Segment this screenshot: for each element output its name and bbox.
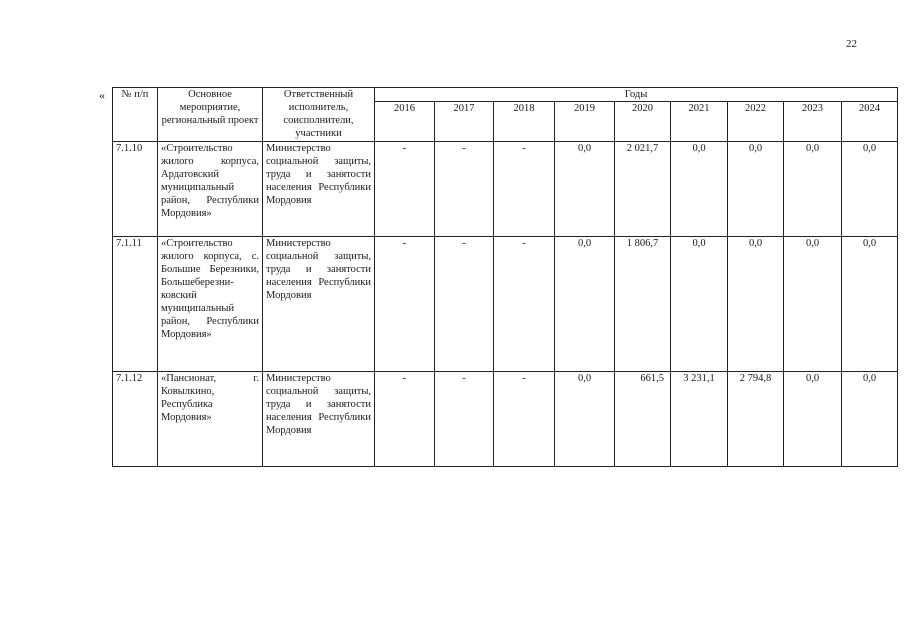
row-event: «Пансионат, г. Ковылкино, Республика Мордовия» <box>158 372 263 467</box>
header-year: 2018 <box>494 102 555 142</box>
row-value: - <box>435 142 494 237</box>
row-value: 0,0 <box>784 237 842 372</box>
table-row <box>113 142 898 237</box>
row-value: 0,0 <box>555 372 615 467</box>
row-value: 661,5 <box>615 372 671 467</box>
row-value: - <box>375 237 435 372</box>
row-event: «Строительство жилого корпуса, Ардатовский муниципальный район, Республики Мордовия» <box>158 142 263 237</box>
header-year: 2021 <box>671 102 728 142</box>
row-value: 0,0 <box>784 372 842 467</box>
row-executor: Министерство социальной защиты, труда и занятости населения Республики Мордовия <box>263 237 375 372</box>
row-value: 2 021,7 <box>615 142 671 237</box>
opening-quote-mark: « <box>99 88 105 102</box>
row-value: 0,0 <box>728 142 784 237</box>
page-number: 22 <box>846 38 857 50</box>
row-number: 7.1.11 <box>113 237 158 372</box>
row-value: - <box>494 237 555 372</box>
row-value: 0,0 <box>728 237 784 372</box>
row-value: 0,0 <box>555 237 615 372</box>
header-year: 2022 <box>728 102 784 142</box>
row-value: 1 806,7 <box>615 237 671 372</box>
row-value: - <box>435 372 494 467</box>
header-year: 2023 <box>784 102 842 142</box>
table-header-row <box>113 88 898 102</box>
program-events-table <box>112 87 898 467</box>
row-value: 2 794,8 <box>728 372 784 467</box>
table-row <box>113 372 898 467</box>
header-year: 2020 <box>615 102 671 142</box>
row-number: 7.1.10 <box>113 142 158 237</box>
row-value: - <box>494 372 555 467</box>
row-value: - <box>494 142 555 237</box>
row-executor: Министерство социальной защиты, труда и занятости населения Республики Мордовия <box>263 372 375 467</box>
row-number: 7.1.12 <box>113 372 158 467</box>
header-event: Основное мероприятие, региональный проект <box>158 88 263 142</box>
header-year: 2024 <box>842 102 898 142</box>
row-value: 0,0 <box>671 142 728 237</box>
row-value: 0,0 <box>842 372 898 467</box>
row-value: 0,0 <box>842 142 898 237</box>
table-row <box>113 237 898 372</box>
row-value: 0,0 <box>555 142 615 237</box>
header-year: 2016 <box>375 102 435 142</box>
row-value: - <box>375 372 435 467</box>
row-value: 0,0 <box>842 237 898 372</box>
header-num: № п/п <box>113 88 158 142</box>
row-executor: Министерство социальной защиты, труда и занятости населения Республики Мордовия <box>263 142 375 237</box>
header-year: 2017 <box>435 102 494 142</box>
row-value: 0,0 <box>671 237 728 372</box>
row-value: - <box>435 237 494 372</box>
row-value: 0,0 <box>784 142 842 237</box>
row-event: «Строительство жилого корпуса, с. Большие Березники, Большеберезни-ковский муниципальный район, Республики Мордовия» <box>158 237 263 372</box>
row-value: - <box>375 142 435 237</box>
row-value: 3 231,1 <box>671 372 728 467</box>
header-executor: Ответственный исполнитель, соисполнители, участники <box>263 88 375 142</box>
header-year: 2019 <box>555 102 615 142</box>
header-years-group: Годы <box>375 88 898 102</box>
